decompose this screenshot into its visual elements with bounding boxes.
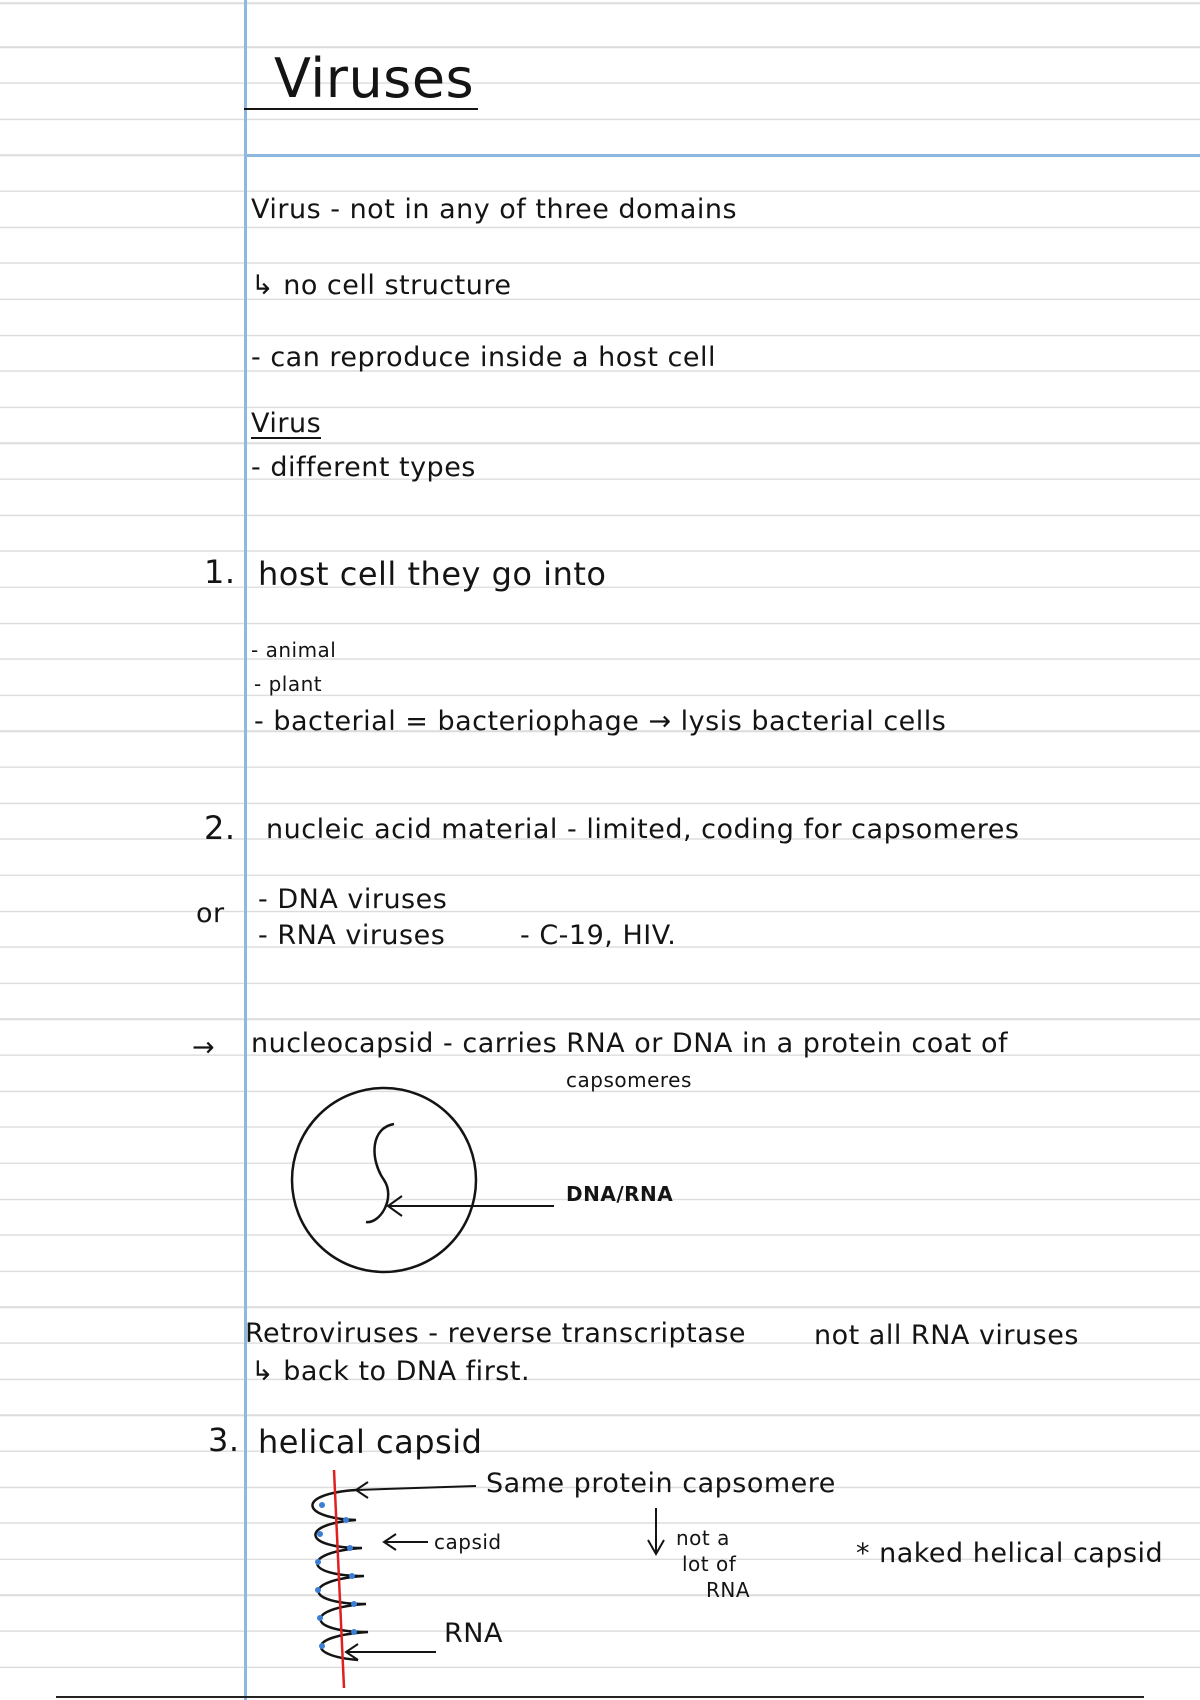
arrow-marker: → <box>192 1032 216 1063</box>
note-line-no-cell-structure: ↳ no cell structure <box>251 270 512 301</box>
section-helical-capsid-heading: helical capsid <box>258 1423 483 1461</box>
label-dna-rna: DNA/RNA <box>566 1182 674 1206</box>
note-line-reproduce: - can reproduce inside a host cell <box>251 342 716 373</box>
label-rna: RNA <box>444 1618 503 1649</box>
label-capsid: capsid <box>434 1530 502 1554</box>
note-nucleocapsid: nucleocapsid - carries RNA or DNA in a protein coat of <box>251 1028 1008 1059</box>
section-number-3: 3. <box>208 1421 240 1459</box>
note-capsomeres: capsomeres <box>566 1068 692 1092</box>
pointer-same-protein <box>356 1486 476 1490</box>
note-retroviruses: Retroviruses - reverse transcriptase <box>245 1318 746 1349</box>
label-naked-helical-capsid: * naked helical capsid <box>856 1538 1164 1569</box>
helix-coils <box>312 1490 368 1660</box>
label-same-protein-capsomere: Same protein capsomere <box>486 1468 836 1499</box>
note-not-all-rna: not all RNA viruses <box>814 1320 1079 1351</box>
section-host-cell-heading: host cell they go into <box>258 555 607 593</box>
list-item-dna-viruses: - DNA viruses <box>258 884 448 915</box>
list-item-animal: - animal <box>251 638 337 662</box>
list-item-bacterial: - bacterial = bacteriophage → lysis bacterial cells <box>254 706 947 737</box>
page-title: Viruses <box>244 52 478 110</box>
label-not-a-lot-2: lot of <box>682 1552 737 1576</box>
list-item-plant: - plant <box>254 672 323 696</box>
section-nucleic-acid-heading: nucleic acid material - limited, coding for capsomeres <box>266 814 1020 845</box>
list-item-rna-viruses: - RNA viruses <box>258 920 446 951</box>
rna-virus-examples: - C-19, HIV. <box>520 920 677 951</box>
note-line-domains: Virus - not in any of three domains <box>251 194 738 225</box>
label-not-a-lot-3: RNA <box>706 1578 751 1602</box>
note-back-to-dna: ↳ back to DNA first. <box>251 1356 531 1387</box>
heading-virus: Virus <box>251 408 322 439</box>
or-label: or <box>196 898 225 929</box>
section-number-2: 2. <box>204 809 236 847</box>
note-line-different-types: - different types <box>251 452 476 483</box>
label-not-a-lot-1: not a <box>676 1526 730 1550</box>
section-number-1: 1. <box>204 553 236 591</box>
